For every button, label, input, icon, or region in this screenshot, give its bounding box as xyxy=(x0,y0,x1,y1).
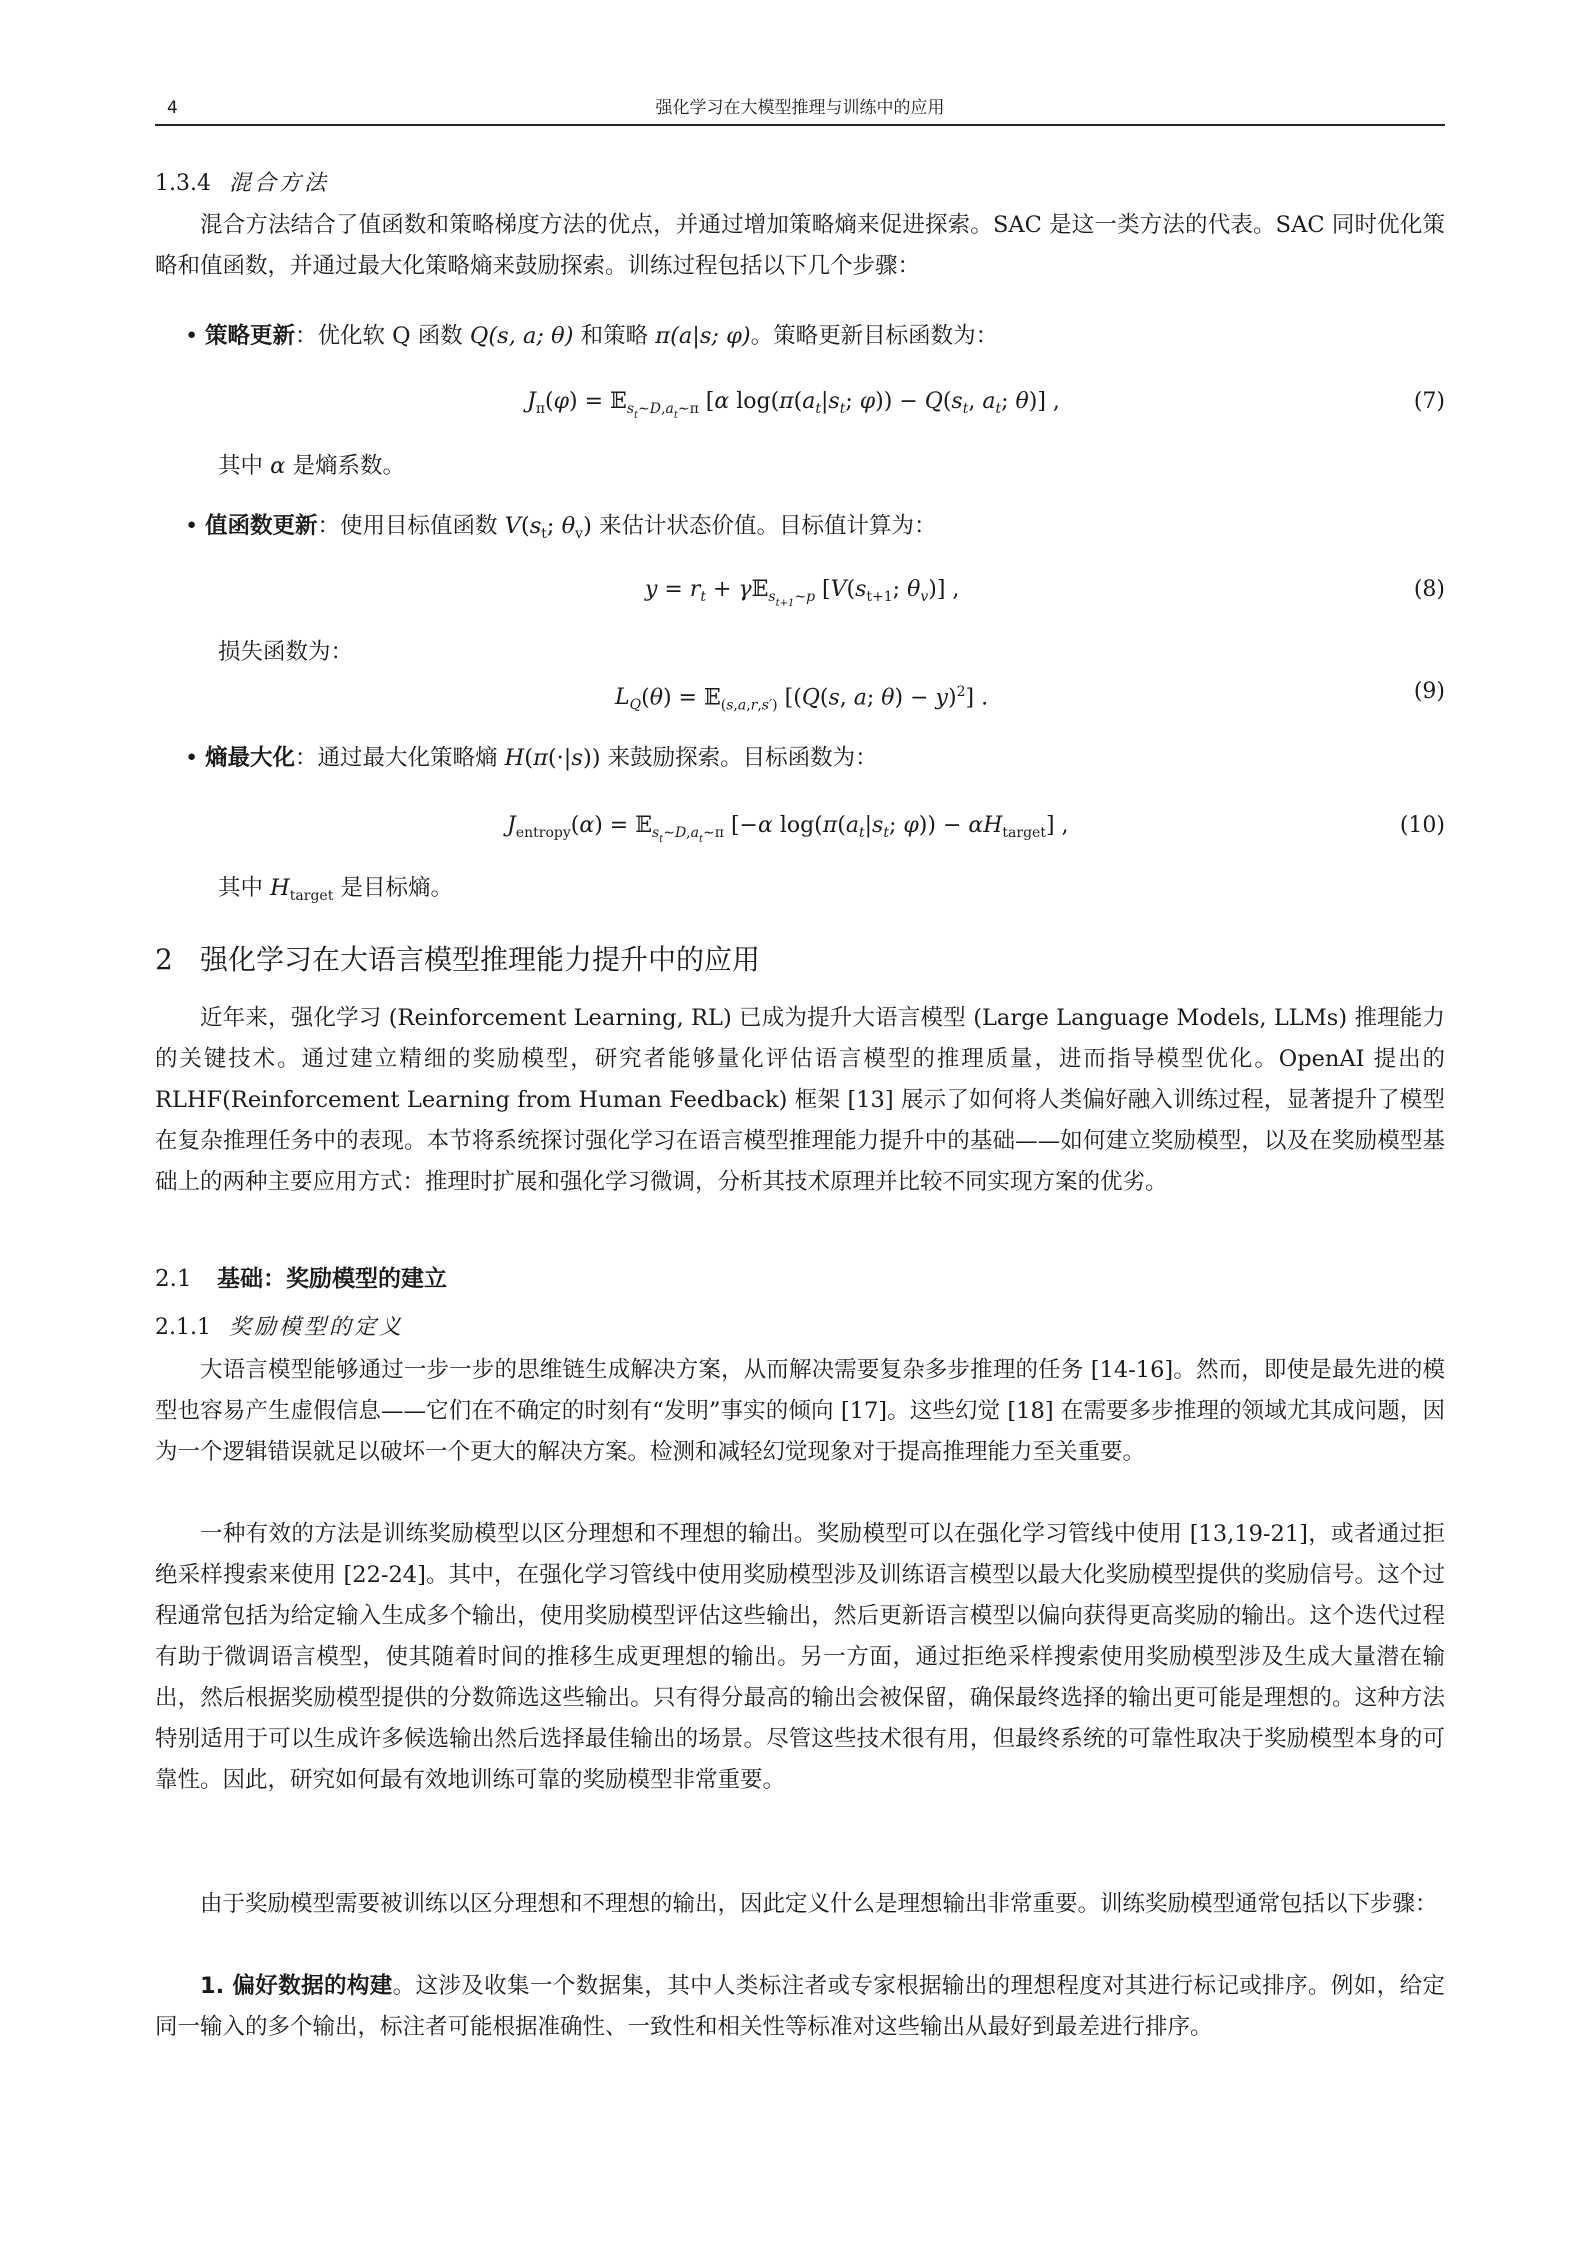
bullet-text: 和策略 xyxy=(573,323,656,349)
equation-tag: (8) xyxy=(1413,577,1445,602)
section-heading-2 xyxy=(155,938,1445,978)
math-h-target: H xyxy=(270,875,290,901)
bullet-text: ：使用目标值函数 xyxy=(317,513,505,539)
math-entropy: H xyxy=(504,745,525,771)
equation-tag: (10) xyxy=(1399,813,1445,838)
equation-9 xyxy=(155,672,1445,712)
section-title: 奖励模型的定义 xyxy=(229,1315,405,1340)
running-title: 强化学习在大模型推理与训练中的应用 xyxy=(655,98,945,118)
subsubsection-heading-2-1-1 xyxy=(155,1310,1445,1341)
bullet-text: 来估计状态价值。目标值计算为： xyxy=(591,513,937,539)
section-number: 2.1.1 xyxy=(155,1315,211,1340)
paragraph-hybrid-methods: 混合方法结合了值函数和策略梯度方法的优点，并通过增加策略熵来促进探索。SAC 是这一类方法的代表。SAC 同时优化策略和值函数，并通过最大化策略熵来鼓励探索。训练过程包括以下几个步骤： xyxy=(155,212,1445,279)
subsubsection-heading-1-3-4 xyxy=(155,166,1445,197)
math-value-function: V xyxy=(504,513,521,539)
section-number: 2.1 xyxy=(155,1266,192,1292)
equation-8 xyxy=(155,570,1445,610)
page-number: 4 xyxy=(167,98,178,118)
bullet-label: 值函数更新 xyxy=(205,513,318,539)
note-target-entropy: 其中 $H_{target}$ 是目标熵。 xyxy=(218,875,453,904)
section-title: 基础：奖励模型的建立 xyxy=(217,1266,447,1292)
paragraph-reward-model-2: 一种有效的方法是训练奖励模型以区分理想和不理想的输出。奖励模型可以在强化学习管线中使用 [13,19-21]，或者通过拒绝采样搜索来使用 [22-24]。其中，在强化学习管线中使用奖励模型涉及训练语言模型以最大化奖励模型提供的奖励信号。这个过程通常包括为给定输入生成多个输出，使用奖励模型评估这些输出，然后更新语言模型以偏向获得更高奖励的输出。这个迭代过程有助于微调语言模型，使其随着时间的推移生成更理想的输出。另一方面，通过拒绝采样搜索使用奖励模型涉及生成大量潜在输出，然后根据奖励模型提供的分数筛选这些输出。只有得分最高的输出会被保留，确保最终选择的输出更可能是理想的。这种方法特别适用于可以生成许多候选输出然后选择最佳输出的场景。尽管这些技术很有用，但最终系统的可靠性取决于奖励模型本身的可靠性。因此，研究如何最有效地训练可靠的奖励模型非常重要。 xyxy=(155,1521,1445,1793)
equation-7 xyxy=(155,382,1445,422)
bullet-text: 来鼓励探索。目标函数为： xyxy=(600,745,878,771)
bullet-dot: • xyxy=(185,323,199,349)
equation-10 xyxy=(155,806,1445,846)
paragraph-step-1 xyxy=(155,1966,1445,2048)
section-title: 混合方法 xyxy=(229,171,330,196)
note-text: 其中 xyxy=(218,453,271,479)
bullet-text: ：通过最大化策略熵 xyxy=(295,745,505,771)
section-title: 强化学习在大语言模型推理能力提升中的应用 xyxy=(200,943,761,976)
note-text: 其中 xyxy=(218,875,271,901)
equation-body: $y = r_t$ + γ𝔼$_{s_{t+1}\sim p}$ [$V(s_{t+1}$; $\theta_v$)] , xyxy=(645,577,960,609)
math-alpha: α xyxy=(270,453,286,479)
paragraph-reward-model-1: 大语言模型能够通过一步一步的思维链生成解决方案，从而解决需要复杂多步推理的任务 [14-16]。然而，即使是最先进的模型也容易产生虚假信息——它们在不确定的时刻有“发明”事实的倾向 [17]。这些幻觉 [18] 在需要多步推理的领域尤其成问题，因为一个逻辑错误就足以破坏一个更大的解决方案。检测和减轻幻觉现象对于提高推理能力至关重要。 xyxy=(155,1357,1445,1465)
subsection-heading-2-1 xyxy=(155,1260,1445,1293)
bullet-text: 。策略更新目标函数为： xyxy=(750,323,999,349)
equation-body: $J_{entropy}(\alpha)$ = 𝔼$_{s_t\sim D,a_t\sim\pi}$ [−α $\log(\pi(a_t|s_t$; $\varphi)) - \alpha H_{target}$] , xyxy=(507,813,1069,845)
note-text: 是熵系数。 xyxy=(285,453,406,479)
loss-label: 损失函数为： xyxy=(218,639,354,665)
running-header xyxy=(155,92,1445,126)
math-q-function: Q(s, a; θ) xyxy=(469,323,574,349)
bullet-label: 策略更新 xyxy=(205,323,296,349)
paragraph-reward-model-3: 由于奖励模型需要被训练以区分理想和不理想的输出，因此定义什么是理想输出非常重要。训练奖励模型通常包括以下步骤： xyxy=(200,1891,1438,1917)
section-number: 1.3.4 xyxy=(155,171,211,196)
note-alpha xyxy=(218,448,405,480)
math-policy: π(a|s; φ) xyxy=(655,323,751,349)
bullet-dot: • xyxy=(185,745,199,771)
note-text: 是目标熵。 xyxy=(333,875,453,901)
step-text: 。这涉及收集一个数据集，其中人类标注者或专家根据输出的理想程度对其进行标记或排序。例如，给定同一输入的多个输出，标注者可能根据准确性、一致性和相关性等标准对这些输出从最好到最差进行排序。 xyxy=(155,1973,1445,2040)
equation-tag: (9) xyxy=(1413,679,1445,704)
equation-body: $L_Q(\theta)$ = 𝔼$_{(s,a,r,s')}$ [(Q(s, a; θ) − y)$^2$] . xyxy=(615,684,989,714)
equation-body: $J_\pi(\varphi)$ = 𝔼$_{s_t\sim D,a_t\sim\pi}$ [α $\log(\pi(a_t|s_t$; $\varphi)) - Q(s_t$, $a_t$; θ)] , xyxy=(527,389,1060,421)
equation-tag: (7) xyxy=(1413,389,1445,414)
bullet-label: 熵最大化 xyxy=(205,745,296,771)
bullet-text: ：优化软 Q 函数 xyxy=(295,323,470,349)
bullet-dot: • xyxy=(185,513,199,539)
step-label: 1. 偏好数据的构建 xyxy=(200,1973,393,1999)
paragraph-section-2-intro: 近年来，强化学习 (Reinforcement Learning, RL) 已成为提升大语言模型 (Large Language Models, LLMs) 推理能力的关键技术。通过建立精细的奖励模型，研究者能够量化评估语言模型的推理质量，进而指导模型优化。OpenAI 提出的 RLHF(Reinforcement Learning from Human Feedback) 框架 [13] 展示了如何将人类偏好融入训练过程，显著提升了模型在复杂推理任务中的表现。本节将系统探讨强化学习在语言模型推理能力提升中的基础——如何建立奖励模型，以及在奖励模型基础上的两种主要应用方式：推理时扩展和强化学习微调，分析其技术原理并比较不同实现方案的优劣。 xyxy=(155,1005,1445,1195)
section-number: 2 xyxy=(155,943,173,976)
